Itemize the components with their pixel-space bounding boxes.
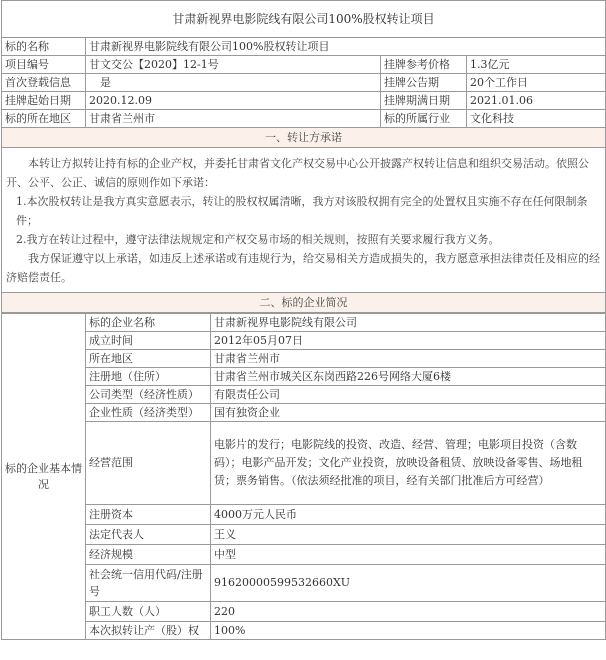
company-row-label: 注册资本 — [86, 505, 211, 525]
page-title: 甘肃新视界电影院线有限公司100%股权转让项目 — [2, 1, 606, 38]
listing-period-value: 20个工作日 — [467, 74, 606, 92]
company-row-label: 所在地区 — [86, 350, 211, 368]
company-row-value: 220 — [211, 602, 606, 622]
company-row-value: 甘肃省兰州市城关区东岗西路226号网络大厦6楼 — [211, 368, 606, 386]
company-row-label: 企业性质（经济类型） — [86, 404, 211, 422]
listing-period-label: 挂牌公告期 — [381, 74, 467, 92]
project-code-value: 甘文交公【2020】12-1号 — [86, 56, 381, 74]
first-listing-value: 是 — [86, 74, 381, 92]
promise-body — [2, 148, 606, 293]
end-date-label: 挂牌期满日期 — [381, 92, 467, 110]
company-row-label: 社会统一信用代码/注册号 — [86, 565, 211, 602]
first-listing-label: 首次登载信息 — [2, 74, 86, 92]
company-row-value: 甘肃新视界电影院线有限公司 — [211, 314, 606, 332]
company-row-label: 标的企业名称 — [86, 314, 211, 332]
industry-value: 文化科技 — [467, 110, 606, 128]
section-heading-promise: 一、转让方承诺 — [2, 128, 606, 148]
industry-label: 标的所属行业 — [381, 110, 467, 128]
price-value: 1.3亿元 — [467, 56, 606, 74]
company-row-value: 100% — [211, 622, 606, 640]
project-name-value: 甘肃新视界电影院线有限公司100%股权转让项目 — [86, 38, 606, 56]
company-row-value: 甘肃省兰州市 — [211, 350, 606, 368]
company-row-label: 职工人数（人） — [86, 602, 211, 622]
company-table — [1, 313, 606, 640]
promise-guarantee: 我方保证遵守以上承诺，如违反上述承诺或有违规行为，给交易相关方造成损失的，我方愿意承担法律责任及相应的经济赔偿责任。 — [6, 251, 600, 284]
project-table — [1, 0, 606, 313]
company-row-label: 本次拟转让产（股）权 — [86, 622, 211, 640]
company-row-value: 中型 — [211, 545, 606, 565]
company-row-value: 4000万元人民币 — [211, 505, 606, 525]
project-name-label: 标的名称 — [2, 38, 86, 56]
company-side-label: 标的企业基本情况 — [2, 314, 86, 640]
company-row-value: 电影片的发行；电影院线的投资、改造、经营、管理；电影项目投资（含数码）；电影产品开发；文化产业投资，放映设备租赁、放映设备零售、场地租赁；票务销售。（依法须经批准的项目，经有关部门批准后方可经营） — [211, 422, 606, 505]
region-label: 标的所在地区 — [2, 110, 86, 128]
company-row-label: 法定代表人 — [86, 525, 211, 545]
promise-item-1: 1.本次股权转让是我方真实意愿表示，转让的股权权属清晰，我方对该股权拥有完全的处置权且实施不存在任何限制条件； — [16, 194, 588, 227]
company-row-label: 注册地（住所） — [86, 368, 211, 386]
promise-paragraph: 本转让方拟转让持有标的企业产权，并委托甘肃省文化产权交易中心公开披露产权转让信息和组织交易活动。依照公开、公平、公正、诚信的原则作如下承诺： — [6, 156, 589, 189]
price-label: 挂牌参考价格 — [381, 56, 467, 74]
company-row-value: 王义 — [211, 525, 606, 545]
section-heading-company: 二、标的企业简况 — [2, 293, 606, 313]
company-row-value: 2012年05月07日 — [211, 332, 606, 350]
company-row-value: 91620000599532660XU — [211, 565, 606, 602]
region-value: 甘肃省兰州市 — [86, 110, 381, 128]
company-row-value: 有限责任公司 — [211, 386, 606, 404]
promise-item-2: 2.我方在转让过程中，遵守法律法规规定和产权交易市场的相关规则，按照有关要求履行我方义务。 — [16, 232, 500, 246]
start-date-label: 挂牌起始日期 — [2, 92, 86, 110]
company-row-label: 公司类型（经济性质） — [86, 386, 211, 404]
start-date-value: 2020.12.09 — [86, 92, 381, 110]
company-row-label: 经济规模 — [86, 545, 211, 565]
project-code-label: 项目编号 — [2, 56, 86, 74]
company-row-label: 经营范围 — [86, 422, 211, 505]
end-date-value: 2021.01.06 — [467, 92, 606, 110]
company-row-value: 国有独资企业 — [211, 404, 606, 422]
company-row-label: 成立时间 — [86, 332, 211, 350]
